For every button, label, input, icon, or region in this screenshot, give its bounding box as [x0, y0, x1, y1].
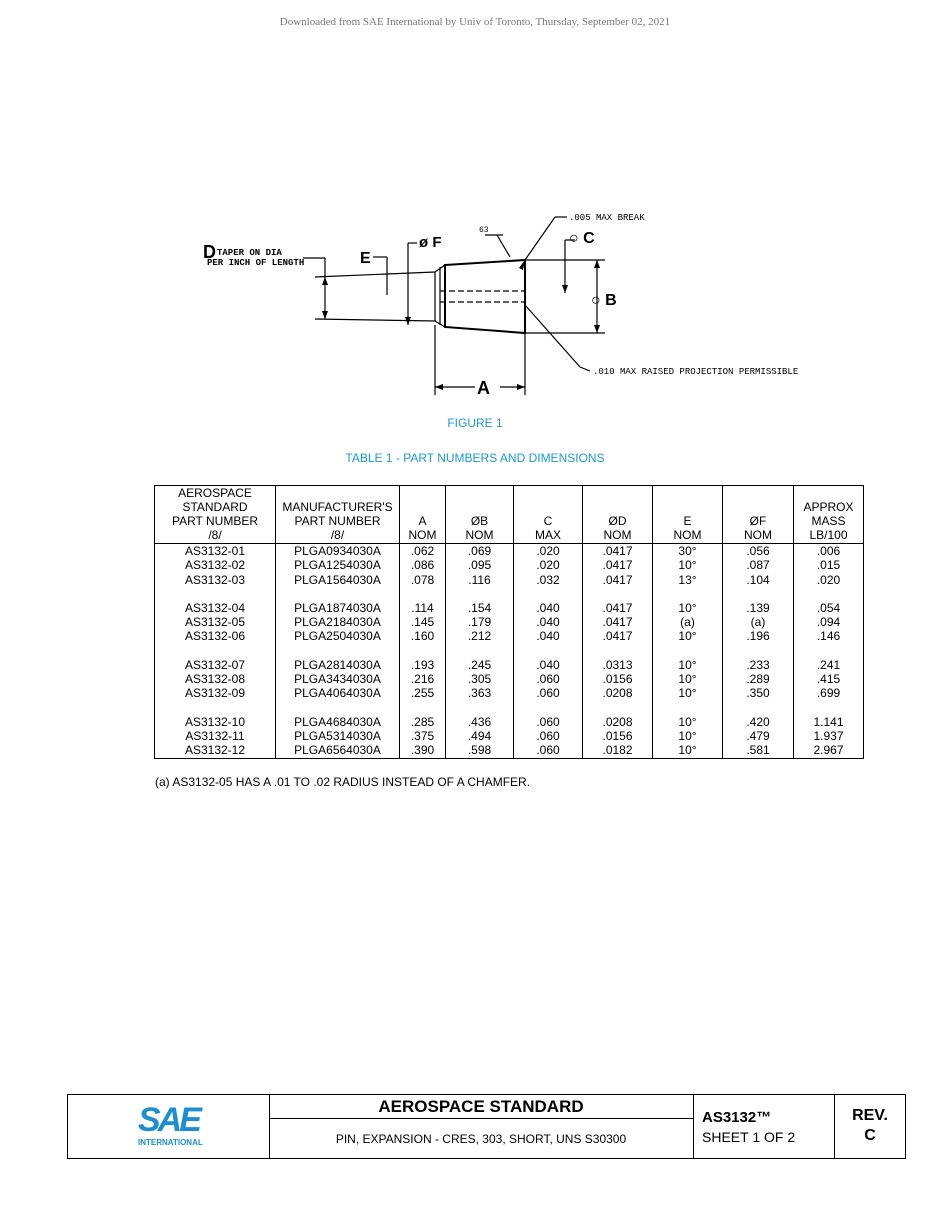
- figure-caption: FIGURE 1: [447, 416, 503, 430]
- header-row: [155, 486, 864, 544]
- column-header-line: MANUFACTURER'S: [282, 500, 393, 514]
- table-cell: AS3132-08: [155, 672, 276, 686]
- table-cell: .087: [723, 558, 794, 572]
- table-cell: .0417: [583, 558, 653, 572]
- table-cell: AS3132-10: [155, 715, 276, 729]
- table-row: [155, 629, 864, 657]
- table-cell: .060: [514, 743, 583, 758]
- part-numbers-table: [154, 485, 864, 759]
- label-raised-projection: .010 MAX RAISED PROJECTION PERMISSIBLE: [593, 367, 799, 377]
- table-cell: AS3132-05: [155, 615, 276, 629]
- table-cell: .245: [446, 658, 514, 672]
- table-cell: 10°: [653, 629, 723, 657]
- table-cell: AS3132-01: [155, 544, 276, 559]
- table-cell: .060: [514, 715, 583, 729]
- table-cell: .415: [794, 672, 864, 686]
- pin-drawing-svg: [195, 205, 835, 405]
- table-cell: .154: [446, 601, 514, 615]
- table-cell: .060: [514, 729, 583, 743]
- table-cell: .494: [446, 729, 514, 743]
- column-header: [653, 486, 723, 544]
- table-row: [155, 658, 864, 672]
- table-title: TABLE 1 - PART NUMBERS AND DIMENSIONS: [345, 451, 605, 465]
- table-cell: 10°: [653, 729, 723, 743]
- table-cell: PLGA4064030A: [276, 686, 400, 714]
- column-header-line: APPROX: [803, 500, 854, 514]
- column-header: [583, 486, 653, 544]
- table-cell: (a): [653, 615, 723, 629]
- column-header-line: /8/: [330, 528, 345, 542]
- table-cell: 1.141: [794, 715, 864, 729]
- revision-value: C: [864, 1127, 876, 1144]
- table-cell: .436: [446, 715, 514, 729]
- table-cell: .479: [723, 729, 794, 743]
- raised-leader-end: [580, 367, 590, 371]
- table-cell: AS3132-12: [155, 743, 276, 758]
- figure-1-drawing: [195, 205, 835, 405]
- table-cell: 30°: [653, 544, 723, 559]
- table-row: [155, 672, 864, 686]
- table-cell: .196: [723, 629, 794, 657]
- table-cell: AS3132-11: [155, 729, 276, 743]
- raised-leader: [525, 305, 580, 367]
- doc-number-cell: [694, 1095, 835, 1158]
- table-cell: .040: [514, 658, 583, 672]
- column-header-line: PART NUMBER: [171, 514, 258, 528]
- column-header-line: ØF: [749, 514, 767, 528]
- table-cell: PLGA3434030A: [276, 672, 400, 686]
- column-header: [155, 486, 276, 544]
- label-d-letter: D: [203, 242, 216, 262]
- table-row: [155, 601, 864, 615]
- table-cell: .056: [723, 544, 794, 559]
- table-cell: .095: [446, 558, 514, 572]
- table-cell: .094: [794, 615, 864, 629]
- column-header-line: C: [543, 514, 553, 528]
- label-d-taper-2: PER INCH OF LENGTH: [207, 258, 305, 268]
- table-row: [155, 615, 864, 629]
- table-cell: .420: [723, 715, 794, 729]
- column-header-line: PART NUMBER: [294, 514, 381, 528]
- taper-ext-bottom: [315, 319, 435, 321]
- sae-logo-sub: INTERNATIONAL: [138, 1138, 203, 1147]
- table-cell: .216: [400, 672, 446, 686]
- column-header-line: A: [418, 514, 427, 528]
- table-cell: .040: [514, 629, 583, 657]
- column-header-line: NOM: [744, 528, 772, 542]
- column-header-line: NOM: [465, 528, 494, 542]
- table-cell: .086: [400, 558, 446, 572]
- table-cell: .241: [794, 658, 864, 672]
- table-cell: PLGA1564030A: [276, 573, 400, 601]
- table-cell: .350: [723, 686, 794, 714]
- column-header: [400, 486, 446, 544]
- table-cell: .285: [400, 715, 446, 729]
- table-cell: .0417: [583, 615, 653, 629]
- table-cell: .0313: [583, 658, 653, 672]
- table-cell: .145: [400, 615, 446, 629]
- table-cell: .104: [723, 573, 794, 601]
- label-max-break: .005 MAX BREAK: [569, 213, 645, 223]
- column-header-line: AEROSPACE: [178, 486, 252, 500]
- table-cell: .020: [514, 558, 583, 572]
- table-cell: .193: [400, 658, 446, 672]
- break-leader-diag: [525, 217, 555, 260]
- table-row: [155, 544, 864, 559]
- arrow-c: [562, 285, 568, 293]
- column-header: [723, 486, 794, 544]
- roughness-leader: [497, 235, 510, 257]
- table-cell: .0156: [583, 672, 653, 686]
- table-cell: .179: [446, 615, 514, 629]
- table-cell: .054: [794, 601, 864, 615]
- table-cell: .040: [514, 615, 583, 629]
- title-block: [67, 1094, 906, 1159]
- arrow-a-left: [435, 384, 443, 390]
- label-f: ø F: [419, 234, 442, 251]
- table-cell: .699: [794, 686, 864, 714]
- table-cell: AS3132-02: [155, 558, 276, 572]
- table-cell: .305: [446, 672, 514, 686]
- table-cell: PLGA4684030A: [276, 715, 400, 729]
- table-cell: AS3132-09: [155, 686, 276, 714]
- sae-logo-mark: SAE: [138, 1101, 199, 1139]
- table-cell: .069: [446, 544, 514, 559]
- column-header-line: ØB: [470, 514, 489, 528]
- table-cell: 10°: [653, 743, 723, 758]
- column-header-line: MAX: [534, 528, 561, 542]
- table-cell: .0182: [583, 743, 653, 758]
- table-cell: .0208: [583, 686, 653, 714]
- table-cell: AS3132-03: [155, 573, 276, 601]
- column-header-line: NOM: [603, 528, 632, 542]
- table-cell: .581: [723, 743, 794, 758]
- table-cell: 2.967: [794, 743, 864, 758]
- arrow-b-top: [594, 260, 600, 268]
- table-cell: .114: [400, 601, 446, 615]
- column-header-line: STANDARD: [182, 500, 248, 514]
- doc-number: AS3132™: [702, 1109, 772, 1126]
- table-cell: .060: [514, 672, 583, 686]
- column-header-line: E: [683, 514, 692, 528]
- table-cell: PLGA1874030A: [276, 601, 400, 615]
- table-cell: .0156: [583, 729, 653, 743]
- table-cell: .212: [446, 629, 514, 657]
- table-row: [155, 729, 864, 743]
- column-header-line: LB/100: [809, 528, 848, 542]
- label-e: E: [360, 250, 371, 267]
- column-header: [514, 486, 583, 544]
- table-cell: PLGA1254030A: [276, 558, 400, 572]
- table-row: [155, 558, 864, 572]
- revision-label: REV.: [852, 1107, 888, 1124]
- sae-logo-cell: [68, 1095, 270, 1158]
- table-cell: .006: [794, 544, 864, 559]
- taper-ext-top: [315, 272, 435, 277]
- table-cell: (a): [723, 615, 794, 629]
- column-header: [446, 486, 514, 544]
- table-cell: AS3132-04: [155, 601, 276, 615]
- column-header-line: NOM: [673, 528, 702, 542]
- title-block-middle: [269, 1095, 694, 1158]
- table-cell: 10°: [653, 601, 723, 615]
- table-cell: .0417: [583, 573, 653, 601]
- table-cell: PLGA2504030A: [276, 629, 400, 657]
- table-cell: .0417: [583, 544, 653, 559]
- arrow-taper-bottom: [322, 311, 328, 319]
- table-cell: .363: [446, 686, 514, 714]
- sheet-number: SHEET 1 OF 2: [702, 1129, 796, 1145]
- table-cell: .375: [400, 729, 446, 743]
- table-cell: 10°: [653, 686, 723, 714]
- table-cell: 10°: [653, 658, 723, 672]
- table-row: [155, 573, 864, 601]
- column-header-line: ØD: [608, 514, 627, 528]
- table-cell: .233: [723, 658, 794, 672]
- table-cell: .020: [514, 544, 583, 559]
- footnote-a: (a) AS3132-05 HAS A .01 TO .02 RADIUS INSTEAD OF A CHAMFER.: [155, 775, 531, 789]
- table-cell: .032: [514, 573, 583, 601]
- arrow-taper-top: [322, 277, 328, 285]
- table-row: [155, 743, 864, 758]
- table-cell: .0417: [583, 601, 653, 615]
- table-cell: .116: [446, 573, 514, 601]
- table-row: [155, 686, 864, 714]
- table-cell: .289: [723, 672, 794, 686]
- table-cell: 10°: [653, 672, 723, 686]
- part-description: PIN, EXPANSION - CRES, 303, SHORT, UNS S30300: [335, 1132, 627, 1146]
- table-cell: 1.937: [794, 729, 864, 743]
- column-header-line: NOM: [408, 528, 437, 542]
- table-cell: 10°: [653, 558, 723, 572]
- table-cell: .040: [514, 601, 583, 615]
- table-cell: PLGA5314030A: [276, 729, 400, 743]
- column-header-line: /8/: [208, 528, 222, 542]
- label-b: ○ B: [591, 292, 617, 309]
- table-cell: .146: [794, 629, 864, 657]
- standard-type: AEROSPACE STANDARD: [269, 1095, 693, 1119]
- table-cell: PLGA2814030A: [276, 658, 400, 672]
- label-roughness: 63: [479, 226, 489, 235]
- table-cell: .390: [400, 743, 446, 758]
- column-header: [276, 486, 400, 544]
- table-cell: .0208: [583, 715, 653, 729]
- table-cell: .060: [514, 686, 583, 714]
- table-cell: .160: [400, 629, 446, 657]
- table-cell: .0417: [583, 629, 653, 657]
- table-row: [155, 715, 864, 729]
- table-header: [155, 486, 864, 544]
- pin-body-outline: [445, 260, 525, 333]
- label-c: ○ C: [569, 230, 595, 247]
- download-watermark: Downloaded from SAE International by Univ of Toronto, Thursday, September 02, 2021: [279, 16, 671, 28]
- column-header: [794, 486, 864, 544]
- table-cell: .139: [723, 601, 794, 615]
- table-cell: .255: [400, 686, 446, 714]
- table-cell: AS3132-06: [155, 629, 276, 657]
- table-cell: .078: [400, 573, 446, 601]
- table-body: [155, 544, 864, 759]
- sae-logo: [68, 1095, 269, 1158]
- arrow-b-bottom: [594, 325, 600, 333]
- table-cell: PLGA6564030A: [276, 743, 400, 758]
- table-cell: .015: [794, 558, 864, 572]
- table-cell: PLGA0934030A: [276, 544, 400, 559]
- table-cell: .020: [794, 573, 864, 601]
- revision-cell: [835, 1095, 905, 1158]
- label-a: A: [477, 378, 490, 398]
- arrow-a-right: [517, 384, 525, 390]
- table-cell: .062: [400, 544, 446, 559]
- table-cell: AS3132-07: [155, 658, 276, 672]
- table-cell: 10°: [653, 715, 723, 729]
- label-d-taper-1: TAPER ON DIA: [217, 248, 282, 258]
- table-cell: .598: [446, 743, 514, 758]
- table-cell: 13°: [653, 573, 723, 601]
- table-cell: PLGA2184030A: [276, 615, 400, 629]
- column-header-line: MASS: [811, 514, 846, 528]
